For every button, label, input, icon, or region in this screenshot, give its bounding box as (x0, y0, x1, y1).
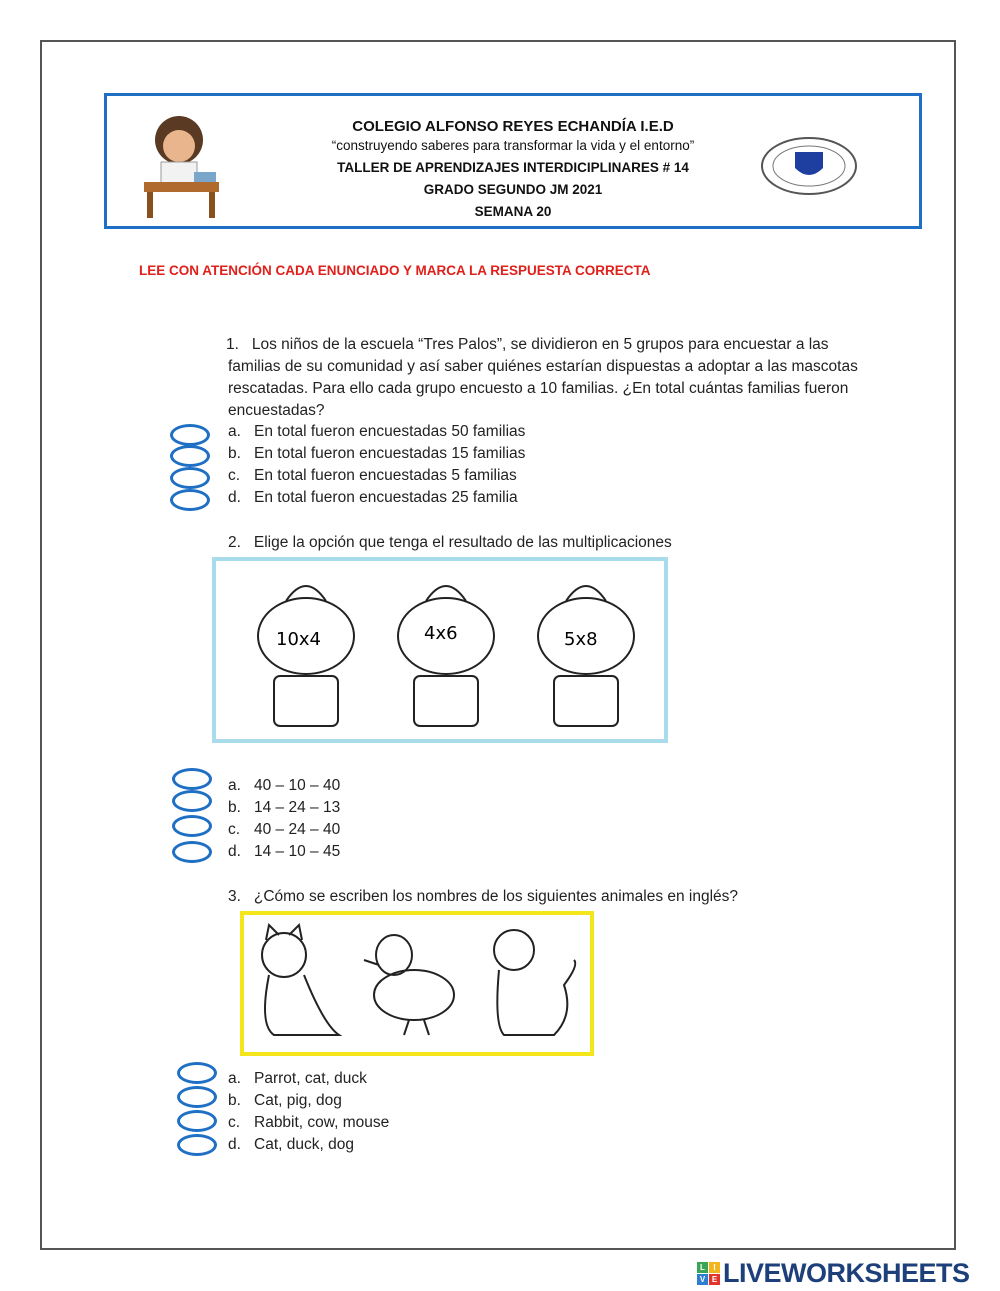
brand-name: LIVEWORKSHEETS (723, 1258, 970, 1288)
option-letter: b. (228, 799, 241, 816)
q1-answer-oval-d[interactable] (170, 489, 210, 511)
question-1 (228, 334, 868, 422)
option-text: En total fueron encuestadas 25 familia (254, 489, 518, 506)
grade-title: GRADO SEGUNDO JM 2021 (423, 182, 603, 197)
option-letter: d. (228, 843, 241, 860)
school-header (104, 93, 922, 229)
question-text: Los niños de la escuela “Tres Palos”, se dividieron en 5 grupos para encuestar a las familias de su comunidad y así saber quiénes estarían dispuestas a adoptar a las mascotas rescatadas. Para ello cada grupo encuesto a 10 familias. ¿En total cuántas familias fueron encuestadas? (228, 336, 858, 419)
option-letter: c. (228, 1114, 241, 1131)
option-text: En total fueron encuestadas 50 familias (254, 423, 526, 440)
bird-label: 5x8 (564, 629, 598, 650)
q1-answer-oval-c[interactable] (170, 467, 210, 489)
bird-drawing (386, 571, 506, 731)
option-text: Parrot, cat, duck (254, 1070, 367, 1087)
cat-duck-dog-drawing (244, 915, 590, 1052)
logo-letter: L (697, 1262, 708, 1273)
bird-drawing (246, 571, 366, 731)
option-text: 14 – 10 – 45 (254, 843, 341, 860)
q1-answer-oval-b[interactable] (170, 445, 210, 467)
option-letter: a. (228, 1070, 241, 1087)
option-letter: a. (228, 777, 241, 794)
bird-label: 4x6 (424, 623, 458, 644)
animals-image (240, 911, 594, 1056)
school-motto: “construyendo saberes para transformar la vida y el entorno” (331, 138, 695, 153)
question-number: 2. (228, 534, 241, 551)
multiplication-birds-image (212, 557, 668, 743)
option-text: 40 – 24 – 40 (254, 821, 341, 838)
option-text: 40 – 10 – 40 (254, 777, 341, 794)
option-letter: d. (228, 1136, 241, 1153)
q2-answer-oval-c[interactable] (172, 815, 212, 837)
option-text: En total fueron encuestadas 15 familias (254, 445, 526, 462)
q1-answer-oval-a[interactable] (170, 424, 210, 446)
workshop-title: TALLER DE APRENDIZAJES INTERDICIPLINARES # 14 (337, 160, 689, 175)
q2-answer-oval-a[interactable] (172, 768, 212, 790)
q1-option-c (228, 467, 517, 485)
q3-answer-oval-d[interactable] (177, 1134, 217, 1156)
bird-card-2 (386, 571, 506, 731)
bird-drawing (526, 571, 646, 731)
logo-letter: V (697, 1274, 708, 1285)
question-text: ¿Cómo se escriben los nombres de los siguientes animales en inglés? (253, 888, 739, 905)
bird-card-1 (246, 571, 366, 731)
option-text: Rabbit, cow, mouse (254, 1114, 390, 1131)
q3-option-c (228, 1114, 389, 1132)
liveworksheets-logo (697, 1258, 970, 1289)
q1-option-a (228, 423, 525, 441)
option-letter: a. (228, 423, 241, 440)
question-number: 3. (228, 888, 241, 905)
option-letter: b. (228, 1092, 241, 1109)
q3-option-d (228, 1136, 354, 1154)
option-letter: d. (228, 489, 241, 506)
school-name: COLEGIO ALFONSO REYES ECHANDÍA I.E.D (352, 118, 674, 135)
q3-option-b (228, 1092, 342, 1110)
question-3 (228, 886, 868, 908)
q2-answer-oval-d[interactable] (172, 841, 212, 863)
q3-option-a (228, 1070, 367, 1088)
q2-option-a (228, 777, 340, 795)
option-text: En total fueron encuestadas 5 familias (254, 467, 517, 484)
question-text: Elige la opción que tenga el resultado de las multiplicaciones (253, 534, 672, 551)
q2-option-c (228, 821, 340, 839)
q1-option-b (228, 445, 525, 463)
instruction-text: LEE CON ATENCIÓN CADA ENUNCIADO Y MARCA LA RESPUESTA CORRECTA (139, 263, 651, 278)
q2-option-d (228, 843, 340, 861)
live-blocks-icon (697, 1262, 720, 1285)
q3-answer-oval-c[interactable] (177, 1110, 217, 1132)
bird-card-3 (526, 571, 646, 731)
q3-answer-oval-a[interactable] (177, 1062, 217, 1084)
question-2 (228, 532, 868, 554)
option-letter: c. (228, 821, 241, 838)
school-seal-logo (759, 136, 859, 196)
q3-answer-oval-b[interactable] (177, 1086, 217, 1108)
q2-answer-oval-b[interactable] (172, 790, 212, 812)
week-title: SEMANA 20 (474, 204, 552, 219)
option-text: 14 – 24 – 13 (254, 799, 341, 816)
question-number: 1. (226, 336, 239, 353)
option-letter: c. (228, 467, 241, 484)
logo-letter: E (709, 1274, 720, 1285)
option-text: Cat, pig, dog (254, 1092, 342, 1109)
q1-option-d (228, 489, 518, 507)
bird-label: 10x4 (276, 629, 322, 650)
option-letter: b. (228, 445, 241, 462)
logo-letter: I (709, 1262, 720, 1273)
q2-option-b (228, 799, 340, 817)
option-text: Cat, duck, dog (254, 1136, 354, 1153)
